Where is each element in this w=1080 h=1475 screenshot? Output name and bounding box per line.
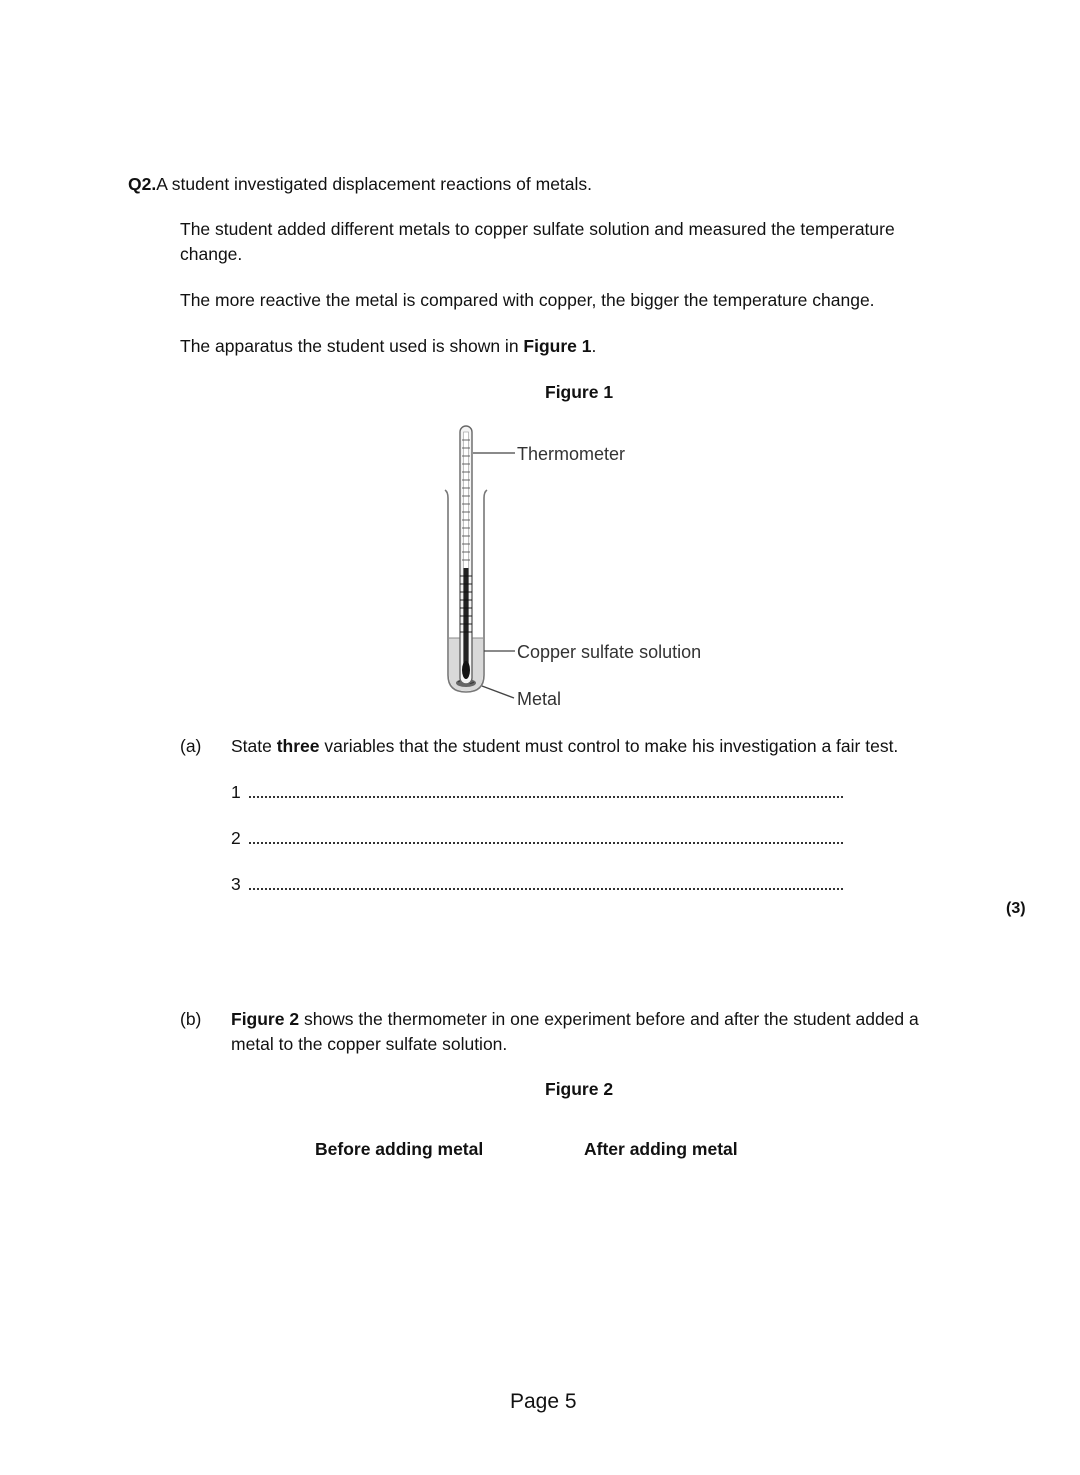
part-b-question-line-2: metal to the copper sulfate solution.	[231, 1034, 508, 1054]
answer-line-2[interactable]	[231, 826, 843, 851]
thermometer-icon	[460, 426, 472, 684]
question-intro-text: A student investigated displacement reactions of metals.	[156, 174, 593, 194]
figure-1-apparatus-diagram	[440, 420, 730, 715]
page-number: Page 5	[510, 1390, 577, 1413]
part-a-prefix: State	[231, 736, 277, 756]
part-a-label: (a)	[180, 736, 202, 756]
answer-line-number: 3	[231, 874, 241, 894]
part-a-marks: (3)	[1006, 900, 1026, 917]
answer-line-3[interactable]	[231, 872, 843, 897]
part-b-question-line-1	[231, 1007, 919, 1032]
metal-label: Metal	[517, 689, 562, 709]
figure-1-reference: Figure 1	[523, 336, 592, 356]
part-b-text-1: shows the thermometer in one experiment before and after the student added a	[299, 1009, 919, 1029]
metal-leader-line	[482, 686, 514, 698]
paragraph-2: The more reactive the metal is compared with copper, the bigger the temperature change.	[180, 290, 875, 310]
answer-line-number: 1	[231, 782, 241, 802]
figure-2-before-label: Before adding metal	[315, 1139, 484, 1159]
figure-1-title: Figure 1	[545, 382, 614, 402]
part-a-emphasis: three	[276, 736, 320, 756]
figure-2-title: Figure 2	[545, 1079, 614, 1099]
figure-2-reference: Figure 2	[231, 1009, 300, 1029]
apparatus-prefix: The apparatus the student used is shown in	[180, 336, 524, 356]
solution-label: Copper sulfate solution	[517, 642, 702, 662]
answer-field-1[interactable]	[249, 782, 843, 798]
part-b-label: (b)	[180, 1009, 202, 1029]
answer-line-1[interactable]	[231, 780, 843, 805]
question-number: Q2.	[128, 174, 157, 194]
apparatus-suffix: .	[591, 336, 597, 356]
thermometer-label: Thermometer	[517, 444, 626, 464]
part-a-question	[231, 734, 898, 759]
paragraph-1-line-1: The student added different metals to copper sulfate solution and measured the temperature	[180, 219, 895, 239]
question-intro	[128, 172, 592, 197]
paragraph-1-line-2: change.	[180, 244, 243, 264]
part-a-suffix: variables that the student must control to make his investigation a fair test.	[319, 736, 899, 756]
apparatus-sentence	[180, 334, 596, 359]
answer-line-number: 2	[231, 828, 241, 848]
answer-field-3[interactable]	[249, 874, 843, 890]
figure-2-after-label: After adding metal	[584, 1139, 738, 1159]
answer-field-2[interactable]	[249, 828, 843, 844]
